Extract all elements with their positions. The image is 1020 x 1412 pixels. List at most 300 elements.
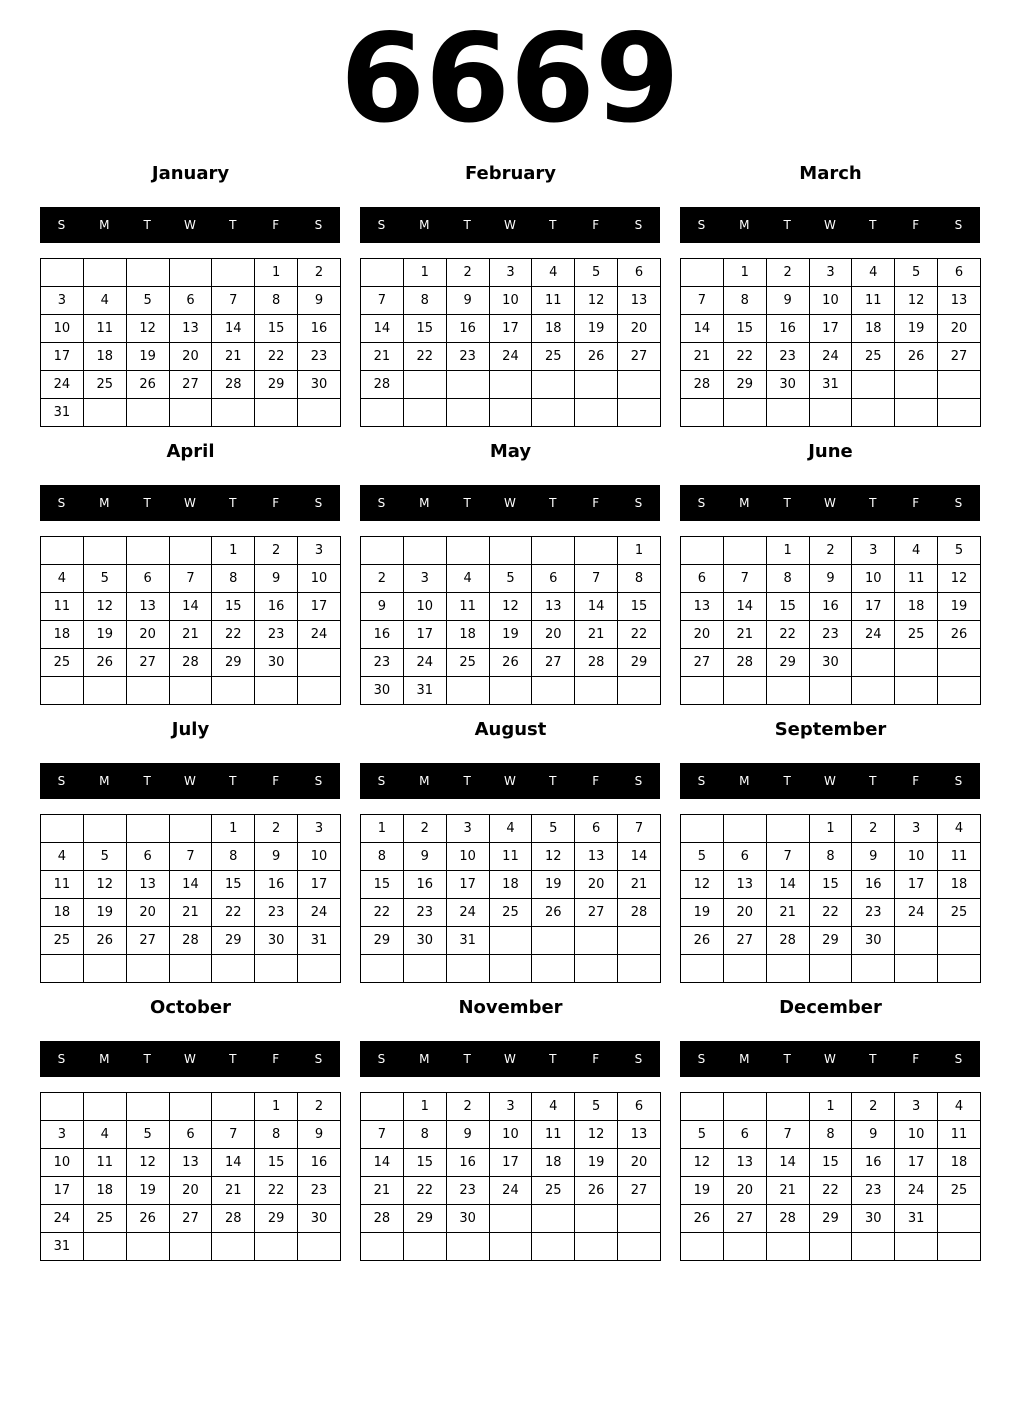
- week-row: [361, 287, 661, 315]
- day-cell: [83, 537, 126, 565]
- day-cell: 14: [361, 315, 404, 343]
- day-cell: 9: [255, 843, 298, 871]
- day-cell: 9: [446, 1121, 489, 1149]
- day-cell: [681, 1233, 724, 1261]
- day-cell: 14: [766, 871, 809, 899]
- day-cell: [489, 371, 532, 399]
- day-cell: 15: [766, 593, 809, 621]
- day-cell: 23: [255, 621, 298, 649]
- day-cell: 21: [169, 899, 212, 927]
- day-cell: 26: [126, 1205, 169, 1233]
- week-row: [41, 259, 341, 287]
- day-grid: [360, 258, 661, 427]
- day-cell: 16: [255, 871, 298, 899]
- day-cell: [403, 371, 446, 399]
- day-cell: [575, 677, 618, 705]
- day-cell: 29: [723, 371, 766, 399]
- day-cell: 5: [126, 287, 169, 315]
- weekday-label: F: [592, 218, 600, 232]
- week-row: [681, 1121, 981, 1149]
- week-row: [41, 1205, 341, 1233]
- day-cell: 4: [41, 565, 84, 593]
- day-cell: 19: [681, 899, 724, 927]
- day-cell: 14: [169, 871, 212, 899]
- day-cell: 23: [852, 899, 895, 927]
- day-cell: [723, 1093, 766, 1121]
- day-cell: [298, 649, 341, 677]
- day-cell: 2: [403, 815, 446, 843]
- day-cell: 29: [766, 649, 809, 677]
- day-cell: 22: [255, 343, 298, 371]
- day-cell: [212, 1233, 255, 1261]
- day-cell: 5: [895, 259, 938, 287]
- day-cell: 16: [809, 593, 852, 621]
- day-cell: 20: [169, 343, 212, 371]
- day-cell: 17: [809, 315, 852, 343]
- day-cell: 24: [403, 649, 446, 677]
- day-cell: [618, 927, 661, 955]
- day-cell: 13: [126, 593, 169, 621]
- day-cell: 19: [126, 343, 169, 371]
- day-cell: [446, 399, 489, 427]
- day-cell: 20: [532, 621, 575, 649]
- day-cell: 24: [809, 343, 852, 371]
- day-cell: 30: [255, 649, 298, 677]
- day-cell: [809, 677, 852, 705]
- weekday-label: T: [549, 1052, 557, 1066]
- day-cell: 2: [446, 259, 489, 287]
- day-cell: 25: [895, 621, 938, 649]
- day-cell: 23: [403, 899, 446, 927]
- day-cell: [852, 649, 895, 677]
- weekday-label: W: [824, 774, 836, 788]
- day-cell: 6: [169, 287, 212, 315]
- week-row: [361, 1149, 661, 1177]
- weekday-label: F: [272, 1052, 280, 1066]
- week-row: [361, 259, 661, 287]
- day-cell: [446, 955, 489, 983]
- day-cell: [618, 1233, 661, 1261]
- weekday-header: [40, 1041, 340, 1077]
- week-row: [41, 287, 341, 315]
- day-cell: [298, 677, 341, 705]
- day-cell: [766, 1233, 809, 1261]
- day-cell: 29: [809, 1205, 852, 1233]
- day-cell: 15: [809, 1149, 852, 1177]
- day-cell: 20: [723, 899, 766, 927]
- day-cell: 6: [938, 259, 981, 287]
- week-row: [361, 899, 661, 927]
- week-row: [681, 677, 981, 705]
- day-cell: 13: [126, 871, 169, 899]
- day-cell: 19: [83, 621, 126, 649]
- day-cell: [489, 927, 532, 955]
- day-cell: 9: [255, 565, 298, 593]
- day-cell: 12: [575, 287, 618, 315]
- day-cell: 18: [41, 899, 84, 927]
- day-cell: 3: [41, 1121, 84, 1149]
- day-cell: 8: [618, 565, 661, 593]
- day-cell: 28: [169, 927, 212, 955]
- day-cell: 6: [723, 843, 766, 871]
- day-cell: [169, 537, 212, 565]
- day-cell: 15: [403, 315, 446, 343]
- weekday-label: M: [739, 774, 750, 788]
- day-cell: 27: [618, 343, 661, 371]
- day-cell: [169, 1093, 212, 1121]
- day-cell: 22: [766, 621, 809, 649]
- day-cell: 16: [766, 315, 809, 343]
- day-cell: [169, 677, 212, 705]
- week-row: [41, 1149, 341, 1177]
- day-cell: 2: [255, 537, 298, 565]
- month-name: January: [151, 163, 230, 184]
- day-cell: 27: [618, 1177, 661, 1205]
- week-row: [41, 537, 341, 565]
- day-cell: 21: [361, 343, 404, 371]
- weekday-label: F: [272, 496, 280, 510]
- week-row: [681, 1093, 981, 1121]
- weekday-label: M: [419, 496, 430, 510]
- day-cell: 23: [255, 899, 298, 927]
- week-row: [681, 593, 981, 621]
- day-cell: 27: [532, 649, 575, 677]
- day-cell: [403, 399, 446, 427]
- day-cell: 22: [723, 343, 766, 371]
- week-row: [41, 871, 341, 899]
- weekday-label: T: [549, 496, 557, 510]
- day-cell: 29: [403, 1205, 446, 1233]
- month-may: [360, 438, 661, 708]
- month-name: November: [458, 997, 563, 1018]
- day-cell: [895, 677, 938, 705]
- day-cell: 6: [681, 565, 724, 593]
- day-cell: 9: [809, 565, 852, 593]
- day-cell: 27: [169, 1205, 212, 1233]
- day-cell: 7: [361, 1121, 404, 1149]
- day-cell: 4: [532, 259, 575, 287]
- day-cell: 5: [489, 565, 532, 593]
- week-row: [681, 621, 981, 649]
- month-name: December: [779, 997, 882, 1018]
- day-cell: 8: [723, 287, 766, 315]
- day-cell: 26: [489, 649, 532, 677]
- day-cell: [618, 955, 661, 983]
- weekday-label: S: [634, 496, 643, 510]
- day-grid: [680, 258, 981, 427]
- weekday-header: [360, 485, 660, 521]
- day-cell: 22: [212, 621, 255, 649]
- day-cell: [532, 399, 575, 427]
- day-cell: 31: [403, 677, 446, 705]
- weekday-header: [360, 1041, 660, 1077]
- day-cell: [41, 259, 84, 287]
- day-cell: [681, 537, 724, 565]
- day-cell: [126, 399, 169, 427]
- month-name: October: [150, 997, 231, 1018]
- day-cell: 14: [618, 843, 661, 871]
- day-cell: [41, 537, 84, 565]
- day-cell: 27: [938, 343, 981, 371]
- day-cell: 21: [766, 1177, 809, 1205]
- day-cell: [681, 815, 724, 843]
- weekday-header: [680, 485, 980, 521]
- day-cell: 2: [852, 815, 895, 843]
- year-title: 6669: [340, 8, 680, 150]
- day-cell: [852, 955, 895, 983]
- day-cell: 17: [403, 621, 446, 649]
- day-cell: 11: [938, 1121, 981, 1149]
- week-row: [41, 565, 341, 593]
- day-cell: 9: [298, 287, 341, 315]
- month-name: April: [166, 441, 215, 462]
- day-cell: 5: [938, 537, 981, 565]
- day-cell: 28: [361, 371, 404, 399]
- day-cell: 12: [532, 843, 575, 871]
- month-name: August: [474, 719, 547, 740]
- week-row: [681, 649, 981, 677]
- day-cell: 16: [255, 593, 298, 621]
- week-row: [361, 1233, 661, 1261]
- day-cell: 30: [403, 927, 446, 955]
- week-row: [41, 649, 341, 677]
- day-cell: 6: [532, 565, 575, 593]
- day-cell: 20: [618, 1149, 661, 1177]
- weekday-label: T: [869, 774, 877, 788]
- week-row: [681, 371, 981, 399]
- day-cell: [895, 399, 938, 427]
- day-cell: [126, 677, 169, 705]
- day-cell: [489, 399, 532, 427]
- day-cell: 12: [681, 871, 724, 899]
- day-cell: 28: [723, 649, 766, 677]
- day-cell: 31: [809, 371, 852, 399]
- day-cell: 15: [809, 871, 852, 899]
- day-cell: 13: [575, 843, 618, 871]
- day-cell: 2: [809, 537, 852, 565]
- day-cell: 11: [41, 871, 84, 899]
- week-row: [681, 259, 981, 287]
- day-cell: [809, 399, 852, 427]
- day-cell: 30: [255, 927, 298, 955]
- day-cell: 26: [83, 649, 126, 677]
- day-cell: 6: [618, 1093, 661, 1121]
- day-cell: 28: [766, 1205, 809, 1233]
- day-cell: 17: [895, 871, 938, 899]
- day-cell: 31: [446, 927, 489, 955]
- day-cell: 2: [766, 259, 809, 287]
- day-cell: 11: [83, 315, 126, 343]
- day-cell: [212, 1093, 255, 1121]
- day-cell: [809, 1233, 852, 1261]
- day-cell: 16: [361, 621, 404, 649]
- week-row: [361, 1121, 661, 1149]
- day-cell: 16: [298, 315, 341, 343]
- day-cell: 13: [618, 287, 661, 315]
- day-cell: [255, 399, 298, 427]
- day-cell: 1: [809, 1093, 852, 1121]
- day-cell: 26: [681, 1205, 724, 1233]
- weekday-label: T: [869, 218, 877, 232]
- day-cell: 10: [41, 315, 84, 343]
- weekday-label: T: [783, 218, 791, 232]
- day-cell: 5: [575, 1093, 618, 1121]
- day-cell: 5: [681, 1121, 724, 1149]
- day-cell: 23: [298, 1177, 341, 1205]
- day-cell: 28: [361, 1205, 404, 1233]
- month-name: July: [171, 719, 210, 740]
- day-cell: 11: [852, 287, 895, 315]
- week-row: [41, 371, 341, 399]
- week-row: [361, 843, 661, 871]
- day-cell: 12: [938, 565, 981, 593]
- weekday-label: W: [184, 774, 196, 788]
- day-cell: 28: [169, 649, 212, 677]
- weekday-label: F: [912, 774, 920, 788]
- day-cell: [938, 677, 981, 705]
- day-cell: 2: [446, 1093, 489, 1121]
- day-cell: 20: [681, 621, 724, 649]
- day-cell: 4: [938, 815, 981, 843]
- week-row: [361, 621, 661, 649]
- weekday-label: S: [954, 496, 963, 510]
- day-cell: 17: [298, 871, 341, 899]
- weekday-header: [360, 207, 660, 243]
- day-cell: 17: [446, 871, 489, 899]
- day-cell: 12: [895, 287, 938, 315]
- day-cell: 14: [575, 593, 618, 621]
- weekday-label: S: [57, 774, 66, 788]
- day-cell: 2: [852, 1093, 895, 1121]
- day-cell: [532, 955, 575, 983]
- day-cell: [895, 1233, 938, 1261]
- day-cell: [852, 371, 895, 399]
- day-cell: 16: [403, 871, 446, 899]
- day-cell: 21: [361, 1177, 404, 1205]
- day-cell: 19: [575, 1149, 618, 1177]
- day-cell: [723, 1233, 766, 1261]
- day-cell: 23: [446, 1177, 489, 1205]
- day-cell: 31: [41, 399, 84, 427]
- day-cell: [766, 815, 809, 843]
- month-september: [680, 716, 981, 986]
- day-cell: 27: [126, 927, 169, 955]
- day-cell: 18: [532, 315, 575, 343]
- day-cell: 18: [83, 1177, 126, 1205]
- weekday-label: S: [954, 218, 963, 232]
- day-cell: 11: [532, 287, 575, 315]
- day-cell: 1: [255, 1093, 298, 1121]
- day-cell: 15: [723, 315, 766, 343]
- day-cell: [169, 259, 212, 287]
- day-cell: 1: [809, 815, 852, 843]
- day-cell: [212, 955, 255, 983]
- day-grid: [360, 814, 661, 983]
- week-row: [41, 899, 341, 927]
- week-row: [41, 955, 341, 983]
- day-cell: 29: [212, 649, 255, 677]
- day-cell: 15: [403, 1149, 446, 1177]
- day-cell: 15: [212, 871, 255, 899]
- weekday-label: M: [419, 218, 430, 232]
- day-cell: 21: [766, 899, 809, 927]
- weekday-label: S: [697, 496, 706, 510]
- day-cell: 17: [895, 1149, 938, 1177]
- weekday-label: S: [954, 774, 963, 788]
- day-cell: 21: [681, 343, 724, 371]
- day-cell: 21: [575, 621, 618, 649]
- day-cell: 4: [532, 1093, 575, 1121]
- day-cell: 3: [852, 537, 895, 565]
- day-cell: [852, 1233, 895, 1261]
- day-cell: 29: [255, 1205, 298, 1233]
- day-cell: 3: [41, 287, 84, 315]
- day-cell: 18: [938, 1149, 981, 1177]
- day-cell: 20: [723, 1177, 766, 1205]
- weekday-label: T: [549, 218, 557, 232]
- week-row: [361, 1093, 661, 1121]
- day-cell: 24: [41, 1205, 84, 1233]
- day-cell: 3: [298, 537, 341, 565]
- day-cell: [446, 371, 489, 399]
- day-cell: 3: [298, 815, 341, 843]
- weekday-label: S: [377, 1052, 386, 1066]
- week-row: [361, 1205, 661, 1233]
- day-grid: [40, 814, 341, 983]
- month-name: March: [799, 163, 862, 184]
- week-row: [361, 399, 661, 427]
- day-cell: 18: [41, 621, 84, 649]
- day-cell: 25: [938, 899, 981, 927]
- day-cell: [41, 955, 84, 983]
- week-row: [681, 315, 981, 343]
- day-cell: 19: [681, 1177, 724, 1205]
- day-cell: 29: [212, 927, 255, 955]
- day-cell: [766, 1093, 809, 1121]
- day-cell: [895, 649, 938, 677]
- day-cell: 30: [446, 1205, 489, 1233]
- day-cell: [83, 399, 126, 427]
- weekday-label: S: [697, 1052, 706, 1066]
- day-cell: 28: [618, 899, 661, 927]
- day-cell: [618, 1205, 661, 1233]
- day-cell: 4: [489, 815, 532, 843]
- month-june: [680, 438, 981, 708]
- day-cell: 12: [681, 1149, 724, 1177]
- day-cell: 15: [618, 593, 661, 621]
- day-cell: 1: [403, 1093, 446, 1121]
- day-cell: 5: [575, 259, 618, 287]
- week-row: [681, 565, 981, 593]
- day-cell: 30: [809, 649, 852, 677]
- day-cell: 4: [852, 259, 895, 287]
- day-cell: 4: [446, 565, 489, 593]
- month-october: [40, 994, 341, 1264]
- day-cell: [895, 955, 938, 983]
- month-name: February: [464, 163, 557, 184]
- day-grid: [360, 536, 661, 705]
- day-cell: [41, 677, 84, 705]
- weekday-label: T: [143, 218, 151, 232]
- day-cell: [575, 1233, 618, 1261]
- week-row: [41, 1233, 341, 1261]
- day-cell: 21: [212, 1177, 255, 1205]
- day-cell: 10: [489, 287, 532, 315]
- day-cell: 22: [618, 621, 661, 649]
- day-cell: [446, 537, 489, 565]
- day-cell: 20: [169, 1177, 212, 1205]
- day-cell: 6: [723, 1121, 766, 1149]
